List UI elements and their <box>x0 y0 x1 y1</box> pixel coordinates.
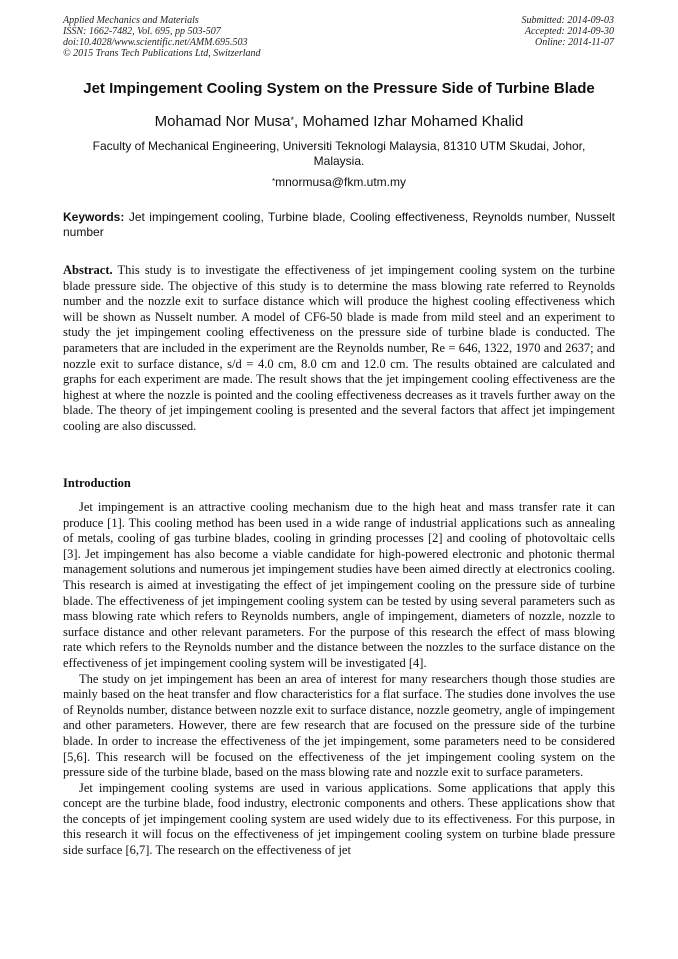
doi-line: doi:10.4028/www.scientific.net/AMM.695.503 <box>63 37 248 48</box>
keywords <box>63 210 615 239</box>
email-address: mnormusa@fkm.utm.my <box>275 175 406 189</box>
copyright-line: © 2015 Trans Tech Publications Ltd, Switzerland <box>63 48 261 59</box>
introduction-body <box>63 500 615 859</box>
keywords-label: Keywords: <box>63 210 125 224</box>
paragraph: Jet impingement is an attractive cooling mechanism due to the high heat and mass transfer rate it can produce [1]. This cooling method has been used in a wide range of industrial applications such as annealing of metals, cooling of gas turbine blades, cooling in grinding processes [2] and cooling of photovoltaic cells [3]. Jet impingement has also become a viable candidate for high-powered electronic and photonic thermal management solutions and numerous jet impingement studies have been aimed directly at electronics cooling. This research is aimed at investigating the effect of jet impingement cooling on the pressure side of turbine blade. The effectiveness of jet impingement cooling system can be tested by using several parameters such as mass blowing rate which refers to Reynolds numbers, angle of impingement, diameters of nozzle, nozzle to surface distance and other relevant parameters. For the purpose of this research the effect of mass blowing rate which refers to the Reynolds number and the distance between the nozzles to the surface distance on the effectiveness of jet impingement cooling system will be investigated [4]. <box>63 500 615 670</box>
issn-line: ISSN: 1662-7482, Vol. 695, pp 503-507 <box>63 26 221 37</box>
abstract-text: This study is to investigate the effectiveness of jet impingement cooling system on the turbine blade pressure side. The objective of this study is to determine the mass blowing rate referred to Reynolds number and the nozzle exit to surface distance which will produce the highest cooling effectiveness which will be shown as Nusselt number. A model of CF6-50 blade is made from mild steel and an experiment to study the jet impingement cooling effectiveness on the pressure side of turbine blade is conducted. The parameters that are included in the experiment are the Reynolds number, Re = 646, 1322, 1970 and 2637; and nozzle exit to surface distance, s/d = 4.0 cm, 8.0 cm and 12.0 cm. The results obtained are calculated and graphs for each experiment are made. The result shows that the jet impingement cooling effectiveness are the highest at where the nozzle is pointed and the cooling effectiveness decreases as it travels further away on the blade. The theory of jet impingement cooling is presented and the several factors that affect jet impingement cooling are also discussed. <box>63 263 615 433</box>
abstract <box>63 263 615 435</box>
paper-title: Jet Impingement Cooling System on the Pressure Side of Turbine Blade <box>83 80 595 97</box>
paragraph: The study on jet impingement has been an area of interest for many researchers though those studies are mainly based on the heat transfer and flow characteristics for a flat surface. The studies done involves the use of Reynolds number, distance between nozzle exit to surface distance, nozzle geometry, angle of impingement and other parameters. However, there are few research that are focused on the pressure side of the turbine blade. In order to increase the effectiveness of the jet impingement, some parameters need to be considered [5,6]. This research will be focused on the effectiveness of the jet impingement cooling system on the pressure side of the turbine blade, based on the mass blowing rate and nozzle exit to surface parameters. <box>63 671 615 780</box>
corresponding-mark: * <box>290 115 295 125</box>
paragraph: Jet impingement cooling systems are used in various applications. Some applications that apply this concept are the turbine blade, food industry, electronic components and others. These applications show that the concepts of jet impingement cooling system are used widely due to its effectiveness. For this purpose, in this research it will focus on the effectiveness of jet impingement cooling system on turbine blade pressure side surface [6,7]. The research on the effectiveness of jet <box>63 780 615 858</box>
journal-info <box>63 15 261 59</box>
author-list <box>40 113 638 131</box>
section-heading-introduction: Introduction <box>63 476 131 490</box>
author-first: Mohamad Nor Musa <box>154 113 291 130</box>
submitted-date: Submitted: 2014-09-03 <box>521 15 614 26</box>
submission-dates <box>522 15 615 48</box>
author-rest: , Mohamed Izhar Mohamed Khalid <box>294 113 524 130</box>
email-line <box>40 175 638 189</box>
keywords-text: Jet impingement cooling, Turbine blade, Cooling effectiveness, Reynolds number, Nusselt number <box>63 210 615 239</box>
journal-name: Applied Mechanics and Materials <box>63 15 199 26</box>
online-date: Online: 2014-11-07 <box>535 37 614 48</box>
email-mark: * <box>272 177 276 186</box>
accepted-date: Accepted: 2014-09-30 <box>524 26 614 37</box>
abstract-label: Abstract. <box>63 263 113 277</box>
affiliation: Faculty of Mechanical Engineering, Universiti Teknologi Malaysia, 81310 UTM Skudai, Johor, Malaysia. <box>92 139 586 168</box>
